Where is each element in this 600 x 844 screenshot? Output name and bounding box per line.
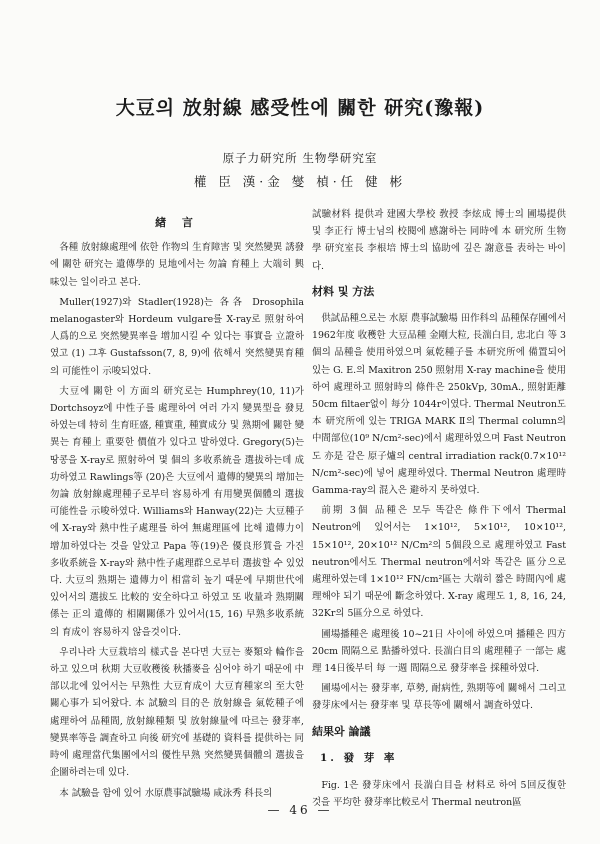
acknowledgement-paragraph: 試驗材料 提供과 建國大學校 敎授 李炫成 博士의 圃場提供 및 李正行 博士님의 校閱에 感謝하는 同時에 本 研究所 生物學 研究室長 李根培 博士의 協助에 깊은 謝意를 表하는 바이다. — [312, 209, 566, 272]
germination-subheading: 1. 發 芽 率 — [320, 751, 398, 764]
results-paragraph-1: Fig. 1은 發芽床에서 長湍白目을 材料로 하여 5回反復한 것을 平均한 發芽率比較로서 Thermal neutron區 — [312, 780, 566, 809]
intro-paragraph-4: 우리나라 大豆栽培의 樣式을 본다면 大豆는 麥類와 輪作을 하고 있으며 秋期 大豆收穫後 秋播麥을 심어야 하기 때문에 中部以北에 있어서는 早熟性 大豆育成이 大豆育種家의 至大한 關心事가 되어왔다. 本 試驗의 目的은 放射線을 氣乾種子에 處理하여 品種間, 放射線種類 및 放射線量에 따르는 發芽率, 變異率等을 調査하고 向後 研究에 基礎的 資料를 提供하는 同時에 處理當代集團에서의 優性早熟 突然變異個體의 選拔을 企圖하려는데 있다. — [50, 646, 304, 779]
intro-paragraph-1: 各種 放射線處理에 依한 作物의 生育障害 및 突然變異 誘發에 關한 研究는 遺傳學的 見地에서는 勿論 育種上 大端히 興味있는 일이라고 본다. — [50, 242, 304, 288]
methods-paragraph-1: 供試品種으로는 水原 農事試驗場 田作科의 品種保存圃에서 1962年度 收穫한 大豆品種 金剛大粒, 長湍白目, 忠北白 等 3個의 品種을 使用하였으며 氣乾種子를 本研究所에 備置되어 있는 G. E.의 Maxitron 250 照射用 X-ray machine을 使用하여 處理하고 照射時의 條件은 250kVp, 30mA., 照射距離 50cm filtaer없이 每分 1044r이였다. Thermal Neutron도 本 研究所에 있는 TRIGA MARK Ⅱ의 Thermal column의 中間部位(10⁹ N/cm²-sec)에서 處理하였으며 Fast Neutron도 亦是 같은 原子爐의 central irradiation rack(0.7×10¹² N/cm²-sec)에 넣어 處理하였다. Thermal Neutron 處理時 Gamma-ray의 混入은 避하지 못하였다. — [312, 313, 566, 497]
methods-heading: 材料 및 方法 — [312, 284, 375, 298]
affiliation: 原子力研究所 生物學研究室 — [222, 151, 378, 165]
intro-paragraph-3: 大豆에 關한 이 方面의 研究로는 Humphrey(10, 11)가 Dortchsoyz에 中性子를 處理하여 여러 가지 變異型을 發見하였는데 特히 生育旺盛, 種實重, 種實成分 및 熟期에 關한 變異는 育種上 重要한 價值가 있다고 발하였다. Gregory(5)는 땅콩을 X-ray로 照射하여 몇 個의 多收系統을 選拔하는데 成功하였고 Rawlings等 (20)은 大豆에서 遺傳的變異의 增加는 勿論 放射線處理種子로부터 容易하게 有用變異個體의 選拔 可能性을 示唆하였다. Williams와 Hanway(22)는 大豆種子에 X-ray와 熱中性子處理를 하여 無處理區에 比해 遺傳力이 增加하였다는 것을 알았고 Papa 等(19)은 優良形質을 가진 多收系統을 X-ray와 熱中性子處理群으로부터 選拔할 수 있었다. 大豆의 熟期는 遺傳力이 相當히 높기 때문에 早期世代에 있어서의 選拔도 比較的 安全하다고 하였고 또 收量과 熟期關係는 正의 遺傳的 相關關係가 있어서(15, 16) 早熟多收系統의 育成이 容易하지 않을것이다. — [50, 385, 304, 638]
right-column — [312, 206, 566, 815]
page-number: — 46 — — [267, 803, 333, 817]
results-heading: 結果와 論議 — [312, 724, 371, 738]
methods-paragraph-4: 圃場에서는 發芽率, 草勢, 耐病性, 熟期等에 關해서 그리고 發芽床에서는 發芽率 및 草長等에 關해서 調査하였다. — [312, 683, 566, 712]
intro-paragraph-2: Muller(1927)와 Stadler(1928)는 各各 Drosophila melanogaster와 Hordeum vulgare를 X-ray로 照射하여 人爲的으로 突然變異率을 增加시킬 수 있다는 事實을 立證하였고 (1) 그후 Gustafsson(7, 8, 9)에 依해서 突然變異育種의 可能性이 示唆되었다. — [50, 296, 304, 377]
intro-paragraph-5: 本 試驗을 함에 있어 水原農事試驗場 咸泳秀 科長의 — [59, 787, 273, 799]
authors: 權 臣 漢·金 燮 楨·任 健 彬 — [193, 174, 407, 189]
methods-paragraph-3: 圃場播種은 處理後 10~21日 사이에 하였으며 播種은 四方 20cm 間隔으로 點播하였다. 長湍白目의 處理種子 一部는 處理 14日後부터 每 一週 間隔으로 發芽率을 採種하였다. — [312, 628, 566, 675]
introduction-heading: 緖 言 — [155, 216, 199, 229]
methods-paragraph-2: 前期 3個 品種은 모두 똑같은 條件下에서 Thermal Neutron에 있어서는 1×10¹², 5×10¹², 10×10¹², 15×10¹², 20×10¹² N/Cm²의 5個段으로 處理하였고 Fast neutron에서도 Thermal neutron에서와 똑같은 區分으로 處理하였는데 1×10¹² FN/cm²區는 大端히 짧은 時間內에 處理해야 되기 때문에 斷念하였다. X-ray 處理도 1, 8, 16, 24, 32Kr의 5區分으로 하였다. — [312, 505, 566, 620]
paper-title: 大豆의 放射線 感受性에 關한 研究(豫報) — [115, 97, 485, 119]
left-column — [50, 206, 304, 805]
